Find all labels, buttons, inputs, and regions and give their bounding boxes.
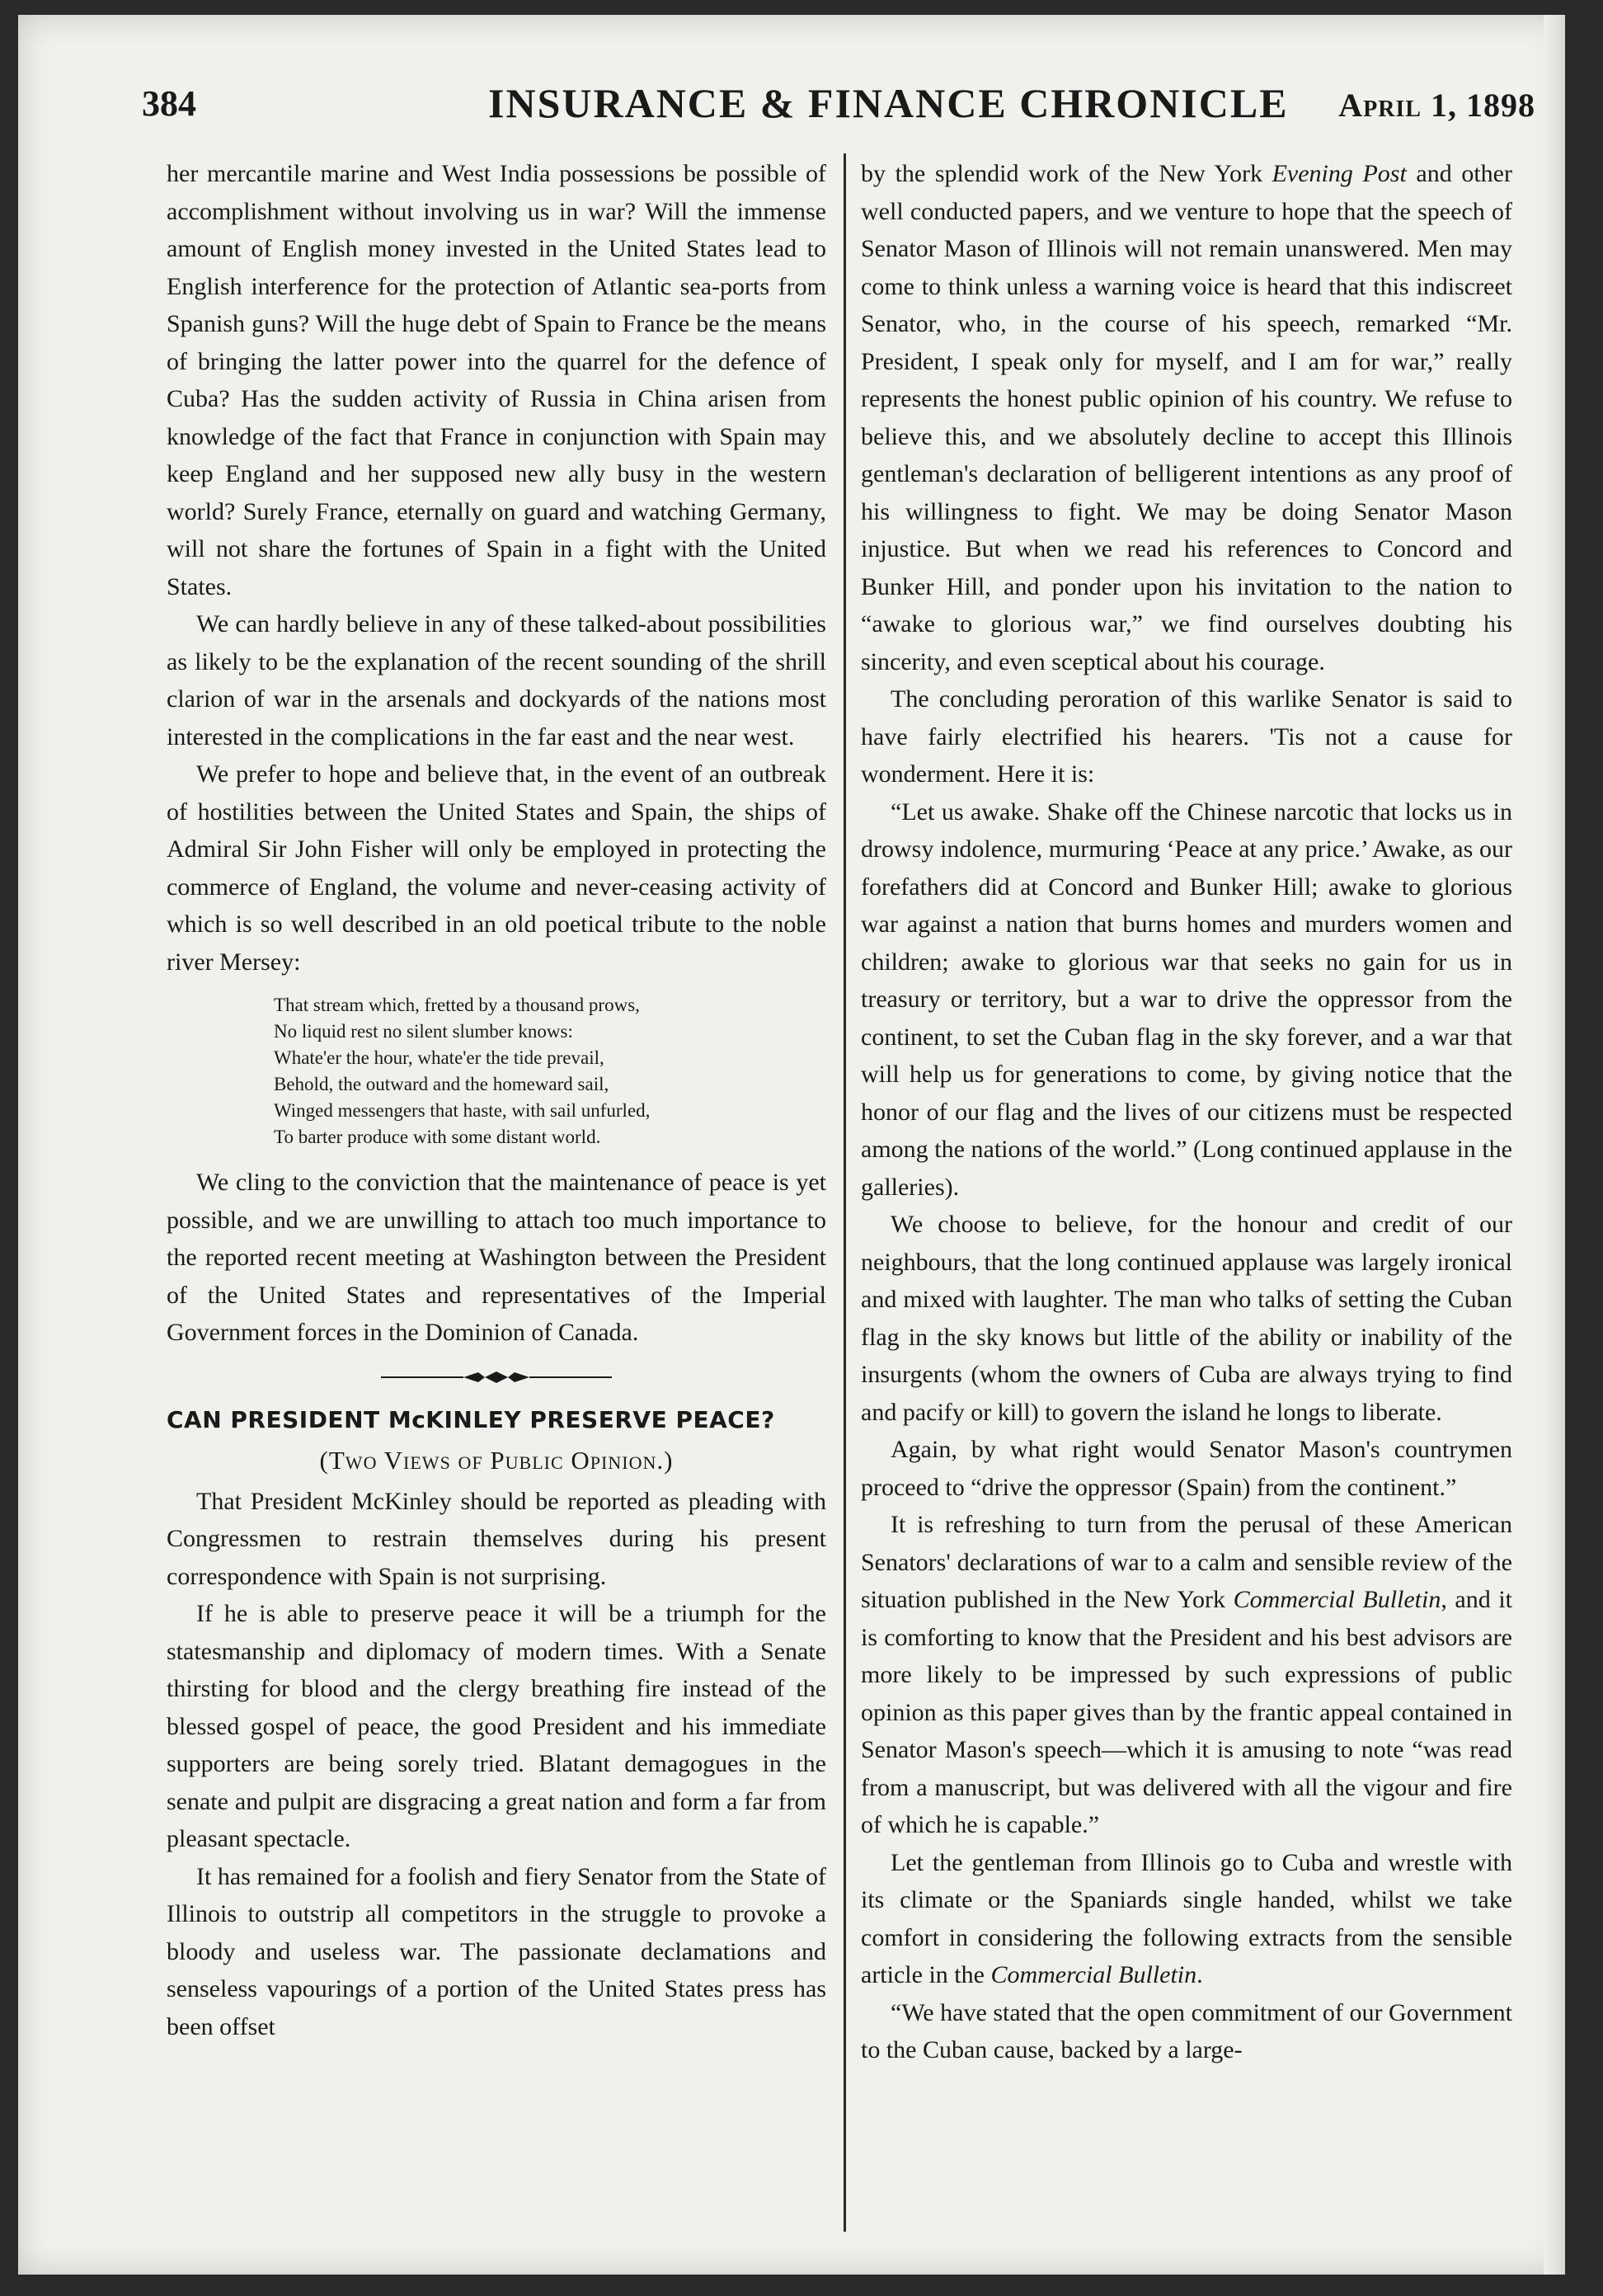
- newspaper-name: Commercial Bulletin: [990, 1961, 1197, 1988]
- issue-date: April 1, 1898: [1338, 87, 1535, 124]
- newspaper-name: Evening Post: [1272, 160, 1407, 187]
- left-column: [167, 155, 826, 2045]
- paragraph: [861, 1844, 1512, 1994]
- paragraph: We prefer to hope and believe that, in the event of an outbreak of hostilities between the United States and Spain, the ships of Admiral Sir John Fisher will only be employed in protecting the commerce of England, the volume and never-ceasing activity of which is so well described in an old poetical tribute to the noble river Mersey:: [167, 760, 826, 976]
- paragraph: The concluding peroration of this warlike Senator is said to have fairly electrified his hearers. 'Tis not a cause for wonderment. Here it is:: [861, 685, 1512, 788]
- right-column: [861, 155, 1512, 2069]
- page-header: [142, 68, 1535, 134]
- section-ornament-icon: [381, 1370, 612, 1385]
- paragraph: That President McKinley should be reported as pleading with Congressmen to restrain themselves during his present correspondence with Spain is not surprising.: [167, 1487, 826, 1590]
- poem-line: Behold, the outward and the homeward sail,: [274, 1074, 609, 1094]
- text-run: Let the gentleman from Illinois go to Cuba and wrestle with its climate or the Spaniards single handed, whilst we take comfort in considering the following extracts from the sensible article in the: [861, 1848, 1512, 1988]
- text-run: by the splendid work of the New York: [861, 160, 1272, 187]
- text-run: and other well conducted papers, and we venture to hope that the speech of Senator Mason of Illinois will not remain unanswered. Men may come to think unless a warning voice is heard that this indiscreet Senator, who, in the course of his speech, remarked “Mr. President, I speak only for myself, and I am for war,” really represents the honest public opinion of his country. We refuse to believe this, and we absolutely decline to accept this Illinois gentleman's declaration of belligerent intentions as any proof of his willingness to fight. We may be doing Senator Mason injustice. But when we read his references to Concord and Bunker Hill, and ponder upon his invitation to the nation to “awake to glorious war,” we find ourselves doubting his sincerity, and even sceptical about his courage.: [861, 160, 1512, 675]
- page-edge-shadow: [1544, 15, 1565, 2275]
- paragraph: We can hardly believe in any of these talked-about possibilities as likely to be the explanation of the recent sounding of the shrill clarion of war in the arsenals and dockyards of the nations most interested in the complications in the far east and the near west.: [167, 610, 826, 750]
- poem-line: Winged messengers that haste, with sail unfurled,: [274, 1100, 651, 1121]
- poem-quotation: [274, 992, 826, 1150]
- paragraph: her mercantile marine and West India possessions be possible of accomplishment without involving us in war? Will the immense amount of English money invested in the United States lead to English interference for the protection of Atlantic sea-ports from Spanish guns? Will the huge debt of Spain to France be the means of bringing the latter power into the quarrel for the defence of Cuba? Has the sudden activity of Russia in China arisen from knowledge of the fact that France in conjunction with Spain may keep England and her supposed new ally busy in the western world? Surely France, eternally on guard and watching Germany, will not share the fortunes of Spain in a fight with the United States.: [167, 160, 826, 600]
- text-run: .: [1196, 1961, 1203, 1988]
- paragraph: “We have stated that the open commitment of our Government to the Cuban cause, backed by a large-: [861, 1998, 1512, 2063]
- speech-quotation: “Let us awake. Shake off the Chinese narcotic that locks us in drowsy indolence, murmuring ‘Peace at any price.’ Awake, as our forefathers did at Concord and Bunker Hill; awake to glorious war against a nation that burns homes and murders women and children; awake to glorious war that seeks no gain for us in treasury or territory, but a war to drive the oppressor from the continent, to set the Cuban flag in the sky forever, and a war that will help us for generations to come, by giving notice that the honor of our flag and the lives of our citizens must be respected among the nations of the world.” (Long continued applause in the galleries).: [861, 797, 1512, 1201]
- paragraph: [861, 155, 1512, 680]
- poem-line: No liquid rest no silent slumber knows:: [274, 1021, 573, 1042]
- column-divider: [844, 153, 846, 2232]
- paragraph: Again, by what right would Senator Mason's countrymen proceed to “drive the oppressor (Spain) from the continent.”: [861, 1436, 1512, 1501]
- poem-line: To barter produce with some distant world.: [274, 1127, 601, 1147]
- newspaper-page: [18, 15, 1565, 2275]
- paragraph: [861, 1506, 1512, 1844]
- publication-title: INSURANCE & FINANCE CHRONICLE: [488, 80, 1289, 126]
- paragraph: We cling to the conviction that the maintenance of peace is yet possible, and we are unwilling to attach too much importance to the reported recent meeting at Washington between the President of the United States and representatives of the Imperial Government forces in the Dominion of Canada.: [167, 1169, 826, 1346]
- page-number: 384: [142, 83, 196, 124]
- section-subheading: (Two Views of Public Opinion.): [319, 1446, 674, 1475]
- paragraph: It has remained for a foolish and fiery Senator from the State of Illinois to outstrip all competitors in the struggle to provoke a bloody and useless war. The passionate declamations and senseless vapourings of a portion of the United States press has been offset: [167, 1862, 826, 2040]
- section-heading: CAN PRESIDENT McKINLEY PRESERVE PEACE?: [167, 1405, 775, 1433]
- paragraph: If he is able to preserve peace it will be a triumph for the statesmanship and diplomacy of modern times. With a Senate thirsting for blood and the clergy breathing fire instead of the blessed gospel of peace, the good President and his immediate supporters are being sorely tried. Blatant demagogues in the senate and pulpit are disgracing a great nation and form a far from pleasant spectacle.: [167, 1600, 826, 1852]
- text-run: , and it is comforting to know that the President and his best advisors are more likely to be impressed by such expressions of public opinion as this paper gives than by the frantic appeal contained in Senator Mason's speech—which it is amusing to note “was read from a manuscript, but was delivered with all the vigour and fire of which he is capable.”: [861, 1586, 1512, 1838]
- text-run: It is refreshing to turn from the perusal of these American Senators' declarations of war to a calm and sensible review of the situation published in the New York: [861, 1511, 1512, 1613]
- newspaper-name: Commercial Bulletin: [1233, 1586, 1441, 1613]
- poem-line: That stream which, fretted by a thousand prows,: [274, 995, 640, 1015]
- poem-line: Whate'er the hour, whate'er the tide prevail,: [274, 1047, 604, 1068]
- paragraph: We choose to believe, for the honour and credit of our neighbours, that the long continued applause was largely ironical and mixed with laughter. The man who talks of setting the Cuban flag in the sky knows but little of the ability or inability of the insurgents (whom the owners of Cuba are always trying to find and pacify or kill) to govern the island he longs to liberate.: [861, 1211, 1512, 1426]
